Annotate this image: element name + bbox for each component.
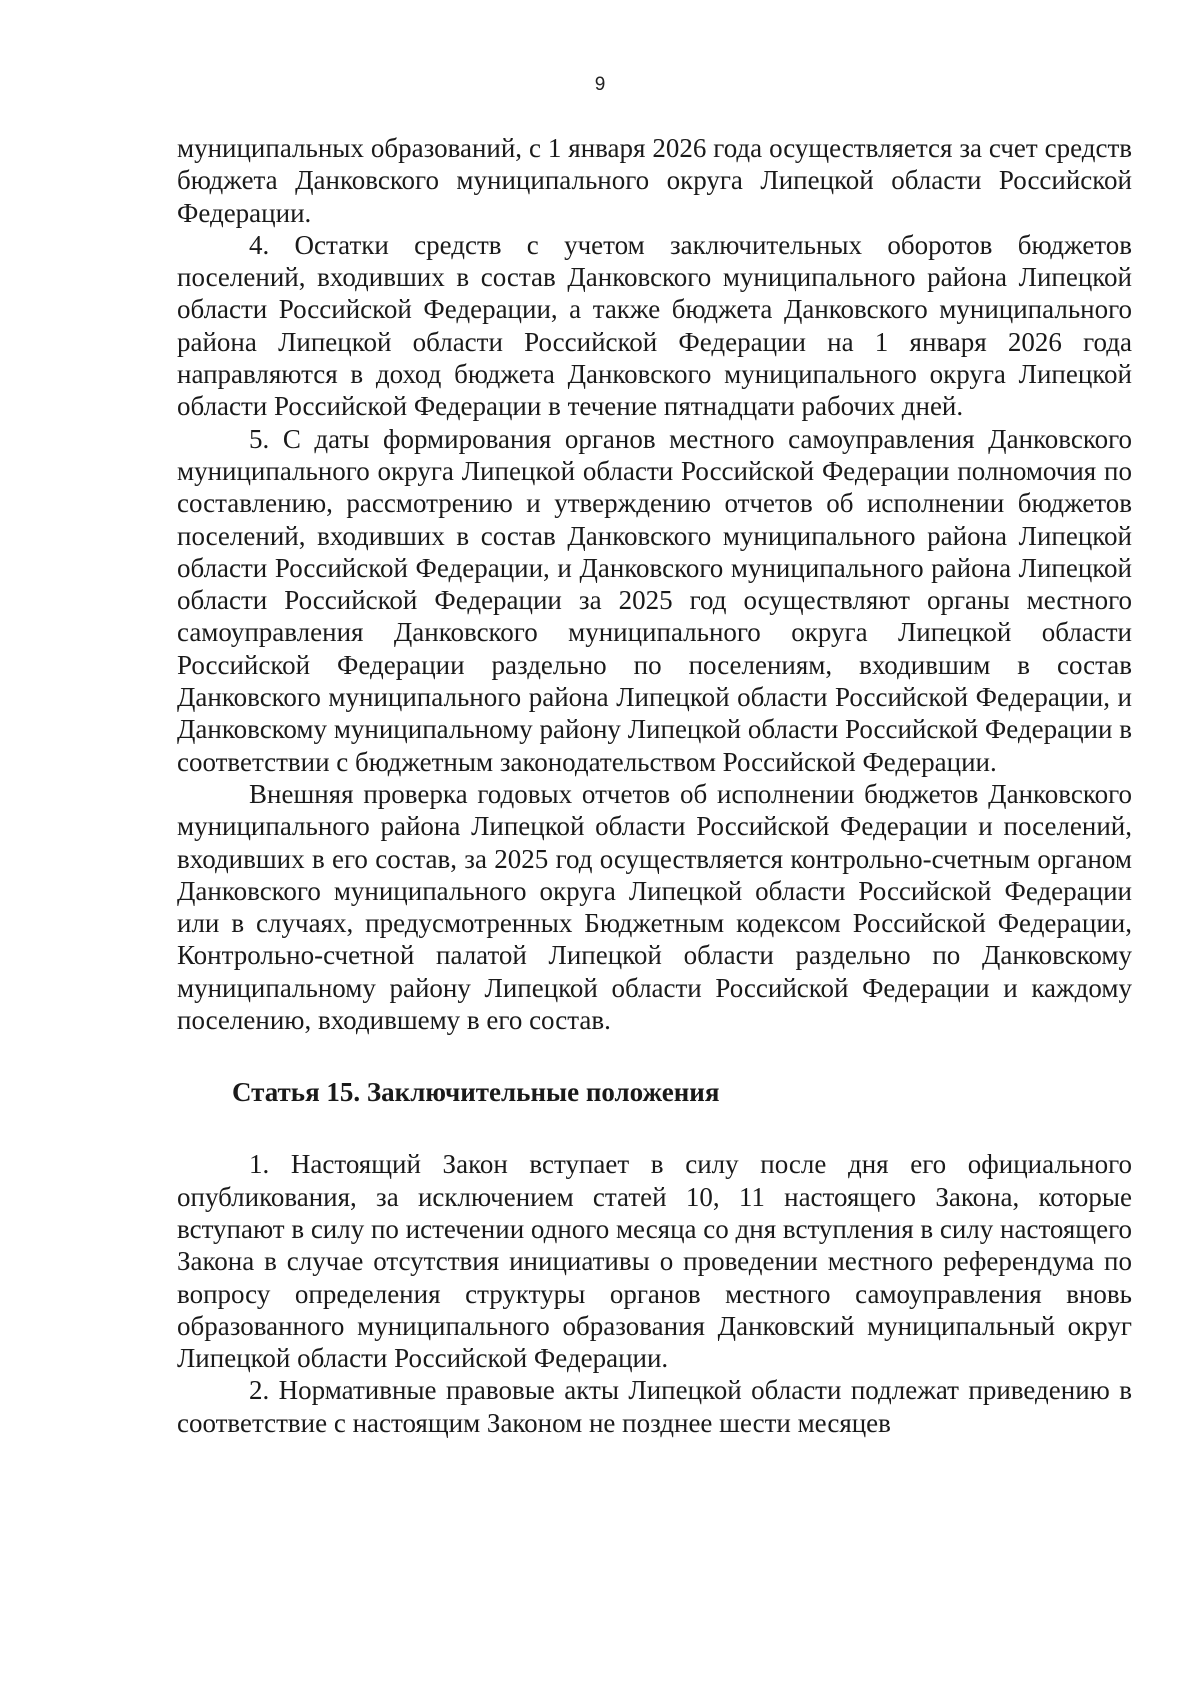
paragraph-continuation: муниципальных образований, с 1 января 2026 года осуществляется за счет средств бюджета Данковского муниципального округа Липецкой области Российской Федерации. <box>177 133 1132 228</box>
paragraph-article15-item-2: 2. Нормативные правовые акты Липецкой области подлежат приведению в соответствие с настоящим Законом не позднее шести месяцев <box>177 1375 1132 1438</box>
paragraph-item-5: 5. С даты формирования органов местного самоуправления Данковского муниципального округа Липецкой области Российской Федерации полномочия по составлению, рассмотрению и утверждению отчетов об исполнении бюджетов поселений, входивших в состав Данковского муниципального района Липецкой области Российской Федерации, и Данковского муниципального района Липецкой области Российской Федерации за 2025 год осуществляют органы местного самоуправления Данковского муниципального округа Липецкой области Российской Федерации раздельно по поселениям, входившим в состав Данковского муниципального района Липецкой области Российской Федерации, и Данковскому муниципальному району Липецкой области Российской Федерации в соответствии с бюджетным законодательством Российской Федерации. <box>177 423 1132 777</box>
paragraph-item-4: 4. Остатки средств с учетом заключительных оборотов бюджетов поселений, входивших в состав Данковского муниципального района Липецкой области Российской Федерации, а также бюджета Данковского муниципального района Липецкой области Российской Федерации на 1 января 2026 года направляются в доход бюджета Данковского муниципального округа Липецкой области Российской Федерации в течение пятнадцати рабочих дней. <box>177 229 1132 422</box>
page-number: 9 <box>594 74 606 95</box>
document-body <box>177 132 1132 1439</box>
paragraph-article15-item-1: 1. Настоящий Закон вступает в силу после дня его официального опубликования, за исключением статей 10, 11 настоящего Закона, которые вступают в силу по истечении одного месяца со дня вступления в силу настоящего Закона в случае отсутствия инициативы о проведении местного референдума по вопросу определения структуры органов местного самоуправления вновь образованного муниципального образования Данковский муниципальный округ Липецкой области Российской Федерации. <box>177 1149 1132 1374</box>
paragraph-external-audit: Внешняя проверка годовых отчетов об исполнении бюджетов Данковского муниципального района Липецкой области Российской Федерации и поселений, входивших в его состав, за 2025 год осуществляется контрольно-счетным органом Данковского муниципального округа Липецкой области Российской Федерации или в случаях, предусмотренных Бюджетным кодексом Российской Федерации, Контрольно-счетной палатой Липецкой области раздельно по Данковскому муниципальному району Липецкой области Российской Федерации и каждому поселению, входившему в его состав. <box>177 778 1132 1036</box>
article-heading: Статья 15. Заключительные положения <box>232 1077 720 1108</box>
